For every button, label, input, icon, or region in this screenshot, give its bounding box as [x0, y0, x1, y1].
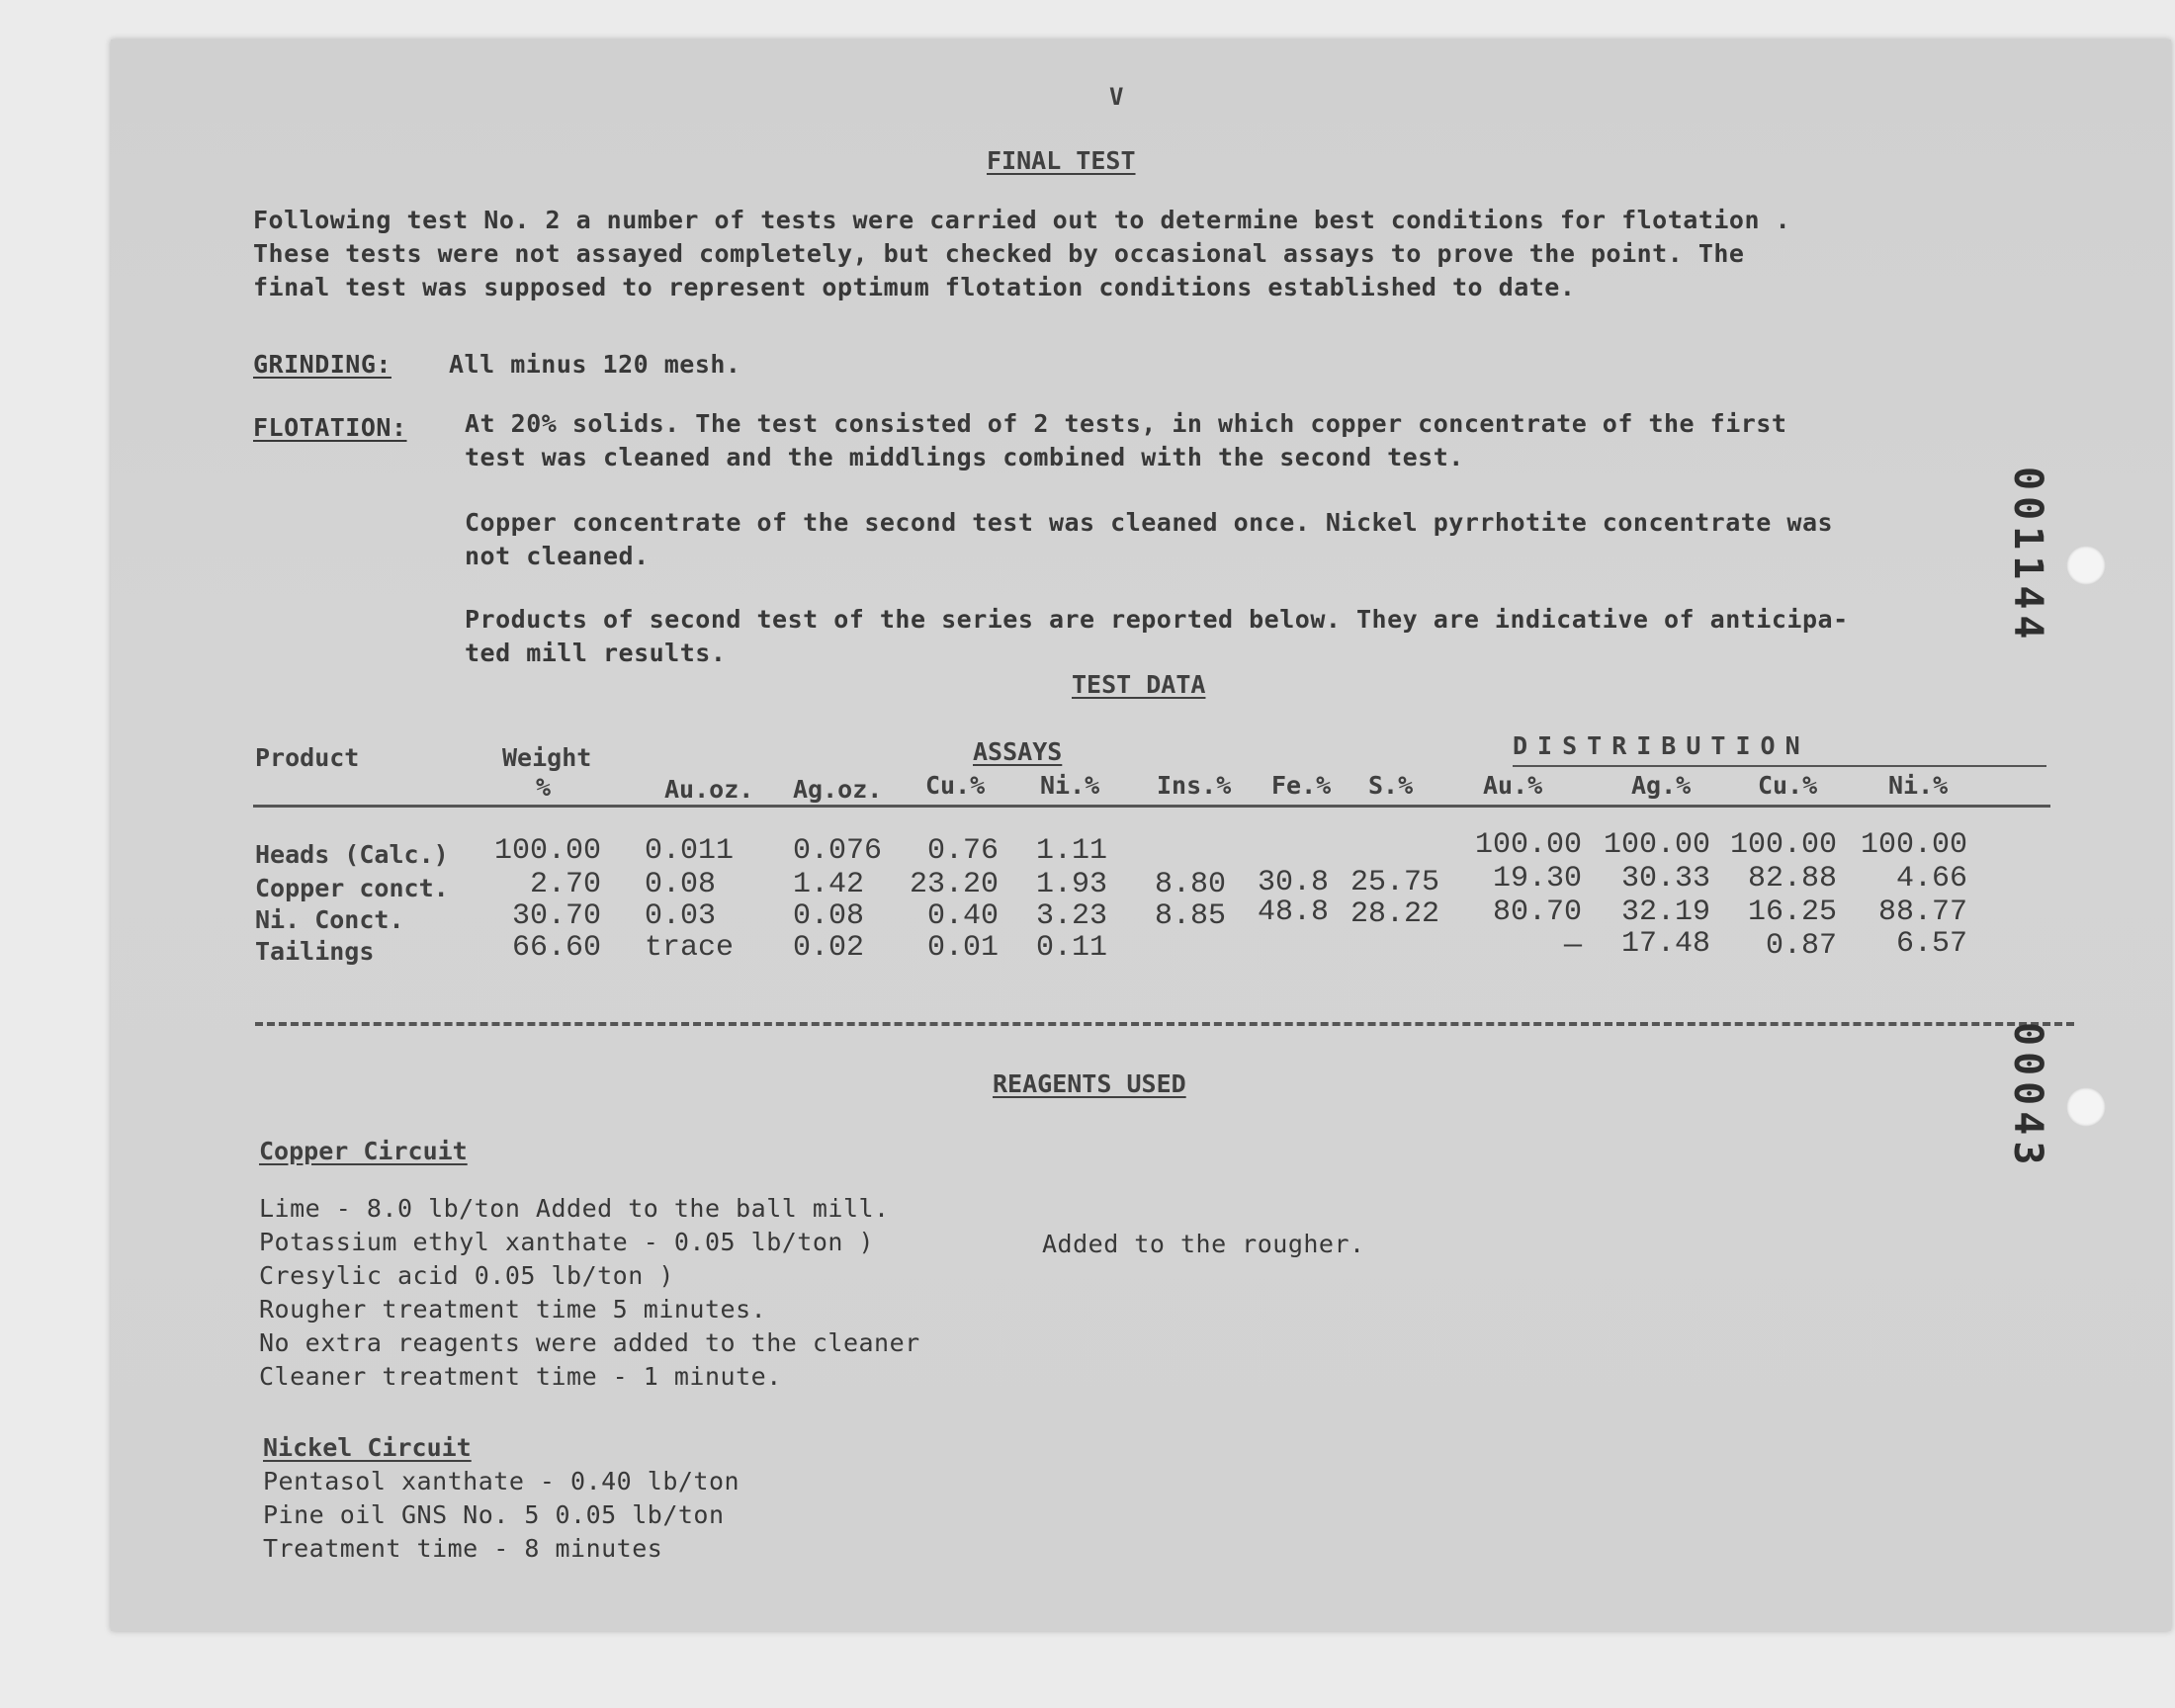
- col-ni: Ni.%: [1040, 771, 1100, 800]
- cell-ag-oz: 0.08: [793, 899, 865, 933]
- cell-ni: 3.23: [1035, 899, 1107, 933]
- copper-line-6: Cleaner treatment time - 1 minute.: [259, 1362, 782, 1391]
- cell-ni: 0.11: [1035, 931, 1107, 965]
- cell-ag-oz: 1.42: [793, 868, 865, 901]
- page-title: FINAL TEST: [987, 146, 1136, 175]
- intro-line-2: These tests were not assayed completely, but checked by occasional assays to prove the point. The: [253, 239, 1745, 268]
- flotation-p3-line-1: Products of second test of the series are reported below. They are indicative of anticipa-: [465, 605, 1849, 634]
- col-fe: Fe.%: [1271, 771, 1332, 800]
- copper-line-2: Potassium ethyl xanthate - 0.05 lb/ton ): [259, 1228, 875, 1256]
- cell-ni: 1.11: [1035, 834, 1107, 868]
- flotation-p2-line-1: Copper concentrate of the second test was cleaned once. Nickel pyrrhotite concentrate was: [465, 508, 1834, 537]
- cell-dist-ni: 100.00: [1860, 828, 1967, 862]
- cell-cu: 23.20: [909, 868, 999, 901]
- cell-s: 28.22: [1349, 897, 1439, 931]
- cell-au-oz: 0.03: [645, 899, 717, 933]
- cell-dist-cu: 16.25: [1747, 896, 1837, 929]
- reagents-title: REAGENTS USED: [993, 1069, 1186, 1098]
- cell-ins: 8.85: [1154, 899, 1226, 933]
- cell-cu: 0.01: [926, 931, 999, 965]
- grinding-text: All minus 120 mesh.: [449, 350, 741, 379]
- page-number: V: [1109, 83, 1124, 111]
- nickel-line-2: Pine oil GNS No. 5 0.05 lb/ton: [263, 1500, 725, 1529]
- copper-line-5: No extra reagents were added to the cleaner: [259, 1328, 920, 1357]
- cell-dist-cu: 82.88: [1747, 862, 1837, 896]
- cell-weight: 66.60: [511, 931, 601, 965]
- copper-circuit-title: Copper Circuit: [259, 1137, 468, 1165]
- cell-dist-ag: 17.48: [1620, 927, 1710, 961]
- nickel-line-3: Treatment time - 8 minutes: [263, 1534, 663, 1563]
- cell-ag-oz: 0.076: [793, 834, 883, 868]
- flotation-p1-line-1: At 20% solids. The test consisted of 2 tests, in which copper concentrate of the first: [465, 409, 1787, 438]
- cell-au-oz: 0.08: [645, 868, 717, 901]
- grinding-label: GRINDING:: [253, 350, 392, 379]
- dashed-separator: [255, 1022, 2074, 1026]
- cell-dist-au: —: [1563, 929, 1582, 963]
- document-page: [111, 40, 2171, 1631]
- distribution-group-header: DISTRIBUTION: [1513, 731, 1810, 760]
- cell-dist-ag: 30.33: [1620, 862, 1710, 896]
- cell-weight: 2.70: [529, 868, 601, 901]
- flotation-p3-line-2: ted mill results.: [465, 639, 727, 667]
- col-cu: Cu.%: [925, 771, 986, 800]
- cell-dist-ni: 4.66: [1895, 862, 1967, 896]
- col-dist-au: Au.%: [1483, 771, 1543, 800]
- col-weight-line-1: Weight: [502, 743, 592, 772]
- cell-fe: 48.8: [1257, 896, 1329, 929]
- nickel-line-1: Pentasol xanthate - 0.40 lb/ton: [263, 1467, 740, 1495]
- copper-line-4: Rougher treatment time 5 minutes.: [259, 1295, 767, 1324]
- cell-cu: 0.40: [926, 899, 999, 933]
- cell-dist-cu: 0.87: [1765, 929, 1837, 963]
- cell-fe: 30.8: [1257, 866, 1329, 899]
- row-product: Tailings: [255, 937, 375, 966]
- cell-weight: 30.70: [511, 899, 601, 933]
- row-product: Ni. Conct.: [255, 905, 404, 934]
- copper-note: Added to the rougher.: [1042, 1230, 1365, 1258]
- col-dist-ni: Ni.%: [1888, 771, 1949, 800]
- cell-dist-ni: 6.57: [1895, 927, 1967, 961]
- header-rule: [253, 805, 2050, 808]
- cell-dist-au: 100.00: [1474, 828, 1582, 862]
- flotation-label: FLOTATION:: [253, 413, 407, 442]
- cell-au-oz: 0.011: [645, 834, 735, 868]
- cell-s: 25.75: [1349, 866, 1439, 899]
- punch-hole-top: [2066, 546, 2106, 585]
- col-au-oz: Au.oz.: [664, 775, 754, 804]
- cell-dist-ag: 32.19: [1620, 896, 1710, 929]
- flotation-p1-line-2: test was cleaned and the middlings combined with the second test.: [465, 443, 1464, 471]
- distribution-underline: [1513, 765, 2046, 767]
- cell-dist-ni: 88.77: [1877, 896, 1967, 929]
- row-product: Copper conct.: [255, 874, 449, 902]
- cell-dist-ag: 100.00: [1603, 828, 1710, 862]
- col-dist-cu: Cu.%: [1758, 771, 1818, 800]
- col-ins: Ins.%: [1157, 771, 1232, 800]
- copper-line-3: Cresylic acid 0.05 lb/ton ): [259, 1261, 674, 1290]
- margin-stamp-top: 001144: [2005, 467, 2050, 645]
- col-product: Product: [255, 743, 360, 772]
- cell-cu: 0.76: [926, 834, 999, 868]
- cell-au-oz: trace: [645, 931, 735, 965]
- cell-dist-cu: 100.00: [1729, 828, 1837, 862]
- cell-dist-au: 19.30: [1492, 862, 1582, 896]
- punch-hole-bottom: [2066, 1087, 2106, 1127]
- col-dist-ag: Ag.%: [1631, 771, 1692, 800]
- col-s: S.%: [1368, 771, 1414, 800]
- cell-weight: 100.00: [493, 834, 601, 868]
- copper-line-1: Lime - 8.0 lb/ton Added to the ball mill.: [259, 1194, 890, 1223]
- cell-dist-au: 80.70: [1492, 896, 1582, 929]
- cell-ni: 1.93: [1035, 868, 1107, 901]
- nickel-circuit-title: Nickel Circuit: [263, 1433, 472, 1462]
- cell-ins: 8.80: [1154, 868, 1226, 901]
- margin-stamp-bottom: 00043: [2005, 1022, 2050, 1171]
- row-product: Heads (Calc.): [255, 840, 449, 869]
- cell-ag-oz: 0.02: [793, 931, 865, 965]
- col-weight-line-2: %: [536, 773, 552, 802]
- intro-line-3: final test was supposed to represent optimum flotation conditions established to date.: [253, 273, 1576, 301]
- assays-group-header: ASSAYS: [973, 737, 1063, 766]
- col-ag-oz: Ag.oz.: [793, 775, 883, 804]
- flotation-p2-line-2: not cleaned.: [465, 542, 650, 570]
- intro-line-1: Following test No. 2 a number of tests were carried out to determine best conditions for flotation .: [253, 206, 1791, 234]
- test-data-title: TEST DATA: [1072, 670, 1206, 699]
